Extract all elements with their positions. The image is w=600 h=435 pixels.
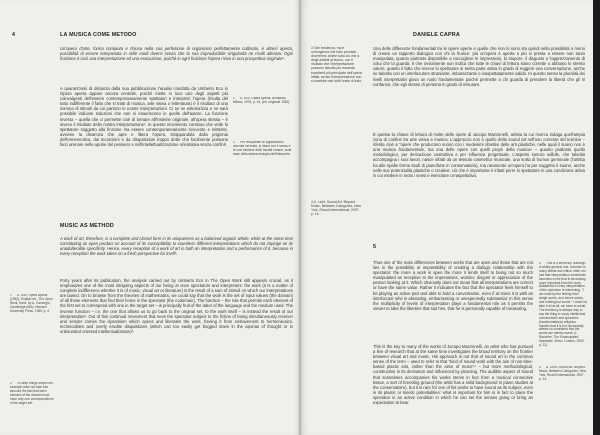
footnote-italian-2: [233, 141, 293, 189]
paragraph-english-1: [60, 278, 293, 422]
footnote-english-2: [10, 382, 56, 406]
paragraph-italian-2-text: Una delle differenze fondamentali tra le opere aperte e quelle che non lo sono sta quindi nella possibilità o meno di creare un rapporto dialogico con chi la fruisce: più un'opera è aperta e più si presta a essere non tanto manipolata, quanto piuttosto disponibile a raccogliere le impressioni, lo stupore, il disgusto o l'apprezzamento di colui che la guarda. Il che ovviamente non indica che tutte le chiavi di lettura siano corrette o abbiano lo stesso valore, quanto il fatto che invece lo spettatore si senta parte attiva in grado di reggere una conversazione, anche se talvolta con un interlocutore straniante, imbarazzante o inaspettatamente valido. In questo senso la pluralità dei livelli interpretativi giova un ruolo fondamentale poiché permette a chi guarda di prendere la libertà che gli si confanno, che egli stesso di persona in grado di misurare.: [373, 46, 585, 87]
footnote-number: 1: [10, 294, 12, 297]
footnote-number: 3: [539, 262, 541, 265]
paragraph-english-1-text: Forty years after its publication, the analysis carried out by Umberto Eco in The Open Work still appears crucial, as it emphasizes one of the most intriguing aspects of our being at once spectators and interpreters: the work (it is a matter of complete indifference whether it is of music, visual art or literature) is the result of a sum of stimuli on which our interpretations are based. On to browse from the theories of mathematics, we could say that the work is the set of input values (the domain) of all those elements that find their home in the spectator (the codomain). The function – the rule that permits each element of the first set to correspond with one in the target set – is principally fruit of the labor of the language and the medium used. The inverse function – i.e. the one that allows us to go back to the original set, to the work itself – is instead the result of our interpretation². Out of this continual movement that sees the spectator subject to the fiction of being simultaneously receiver and sender comes the dynamism which opens and liberates the work, freeing it from enslavement to hermeneutics, technicalities and overly erudite disquisitions (which can too easily get bogged down in the aporias of thought or in unbounded oriented intellectualization)³.: [60, 278, 293, 334]
paragraph-english-3: [373, 344, 533, 428]
footnote-text: To keep things simple the example does not take into account the fact that each element of the domain must have only one correspondence in the target set.: [10, 382, 54, 405]
footnote-english-4: [539, 366, 587, 386]
page-number-left: 4: [12, 32, 16, 38]
footnote-text: U. Eco, Opera Aperta (1962). English ed., The Open Work, trans. by A. Cancogni, Cambridge (MA): Harvard University Press, 1989, p. 4.: [10, 294, 53, 313]
footnote-text: U. Eco, Opera Aperta, Bompiani, Milano, 1976, p. 34, (ed. originale 1962).: [233, 97, 291, 104]
paragraph-italian-1-text: A quarant'anni di distanza dalla sua pubblicazione l'analisi condotta da Umberto Eco in Opera aperta appare ancora centrale, poiché mette in luce uno degli aspetti più coinvolgenti dell'essere contemporaneamente spettatori e interpreti: l'opera (risulta del tutto indifferente il fatto che si tratti di musica, arte visiva o letteratura) è il risultato di una somma di stimoli da cui partono le nostre interpretazioni. Ci se ne esteriorizza e ne sarà possibile indicare soluzioni che non si esauriscono in quelle dell'autore. La funzione inversa – quella che ci permette cioè di tornare all'insieme originale, all'opera stessa – è invece il risultato della nostra interpretazione². In questo movimento continuo che vede lo spettatore soggetto alla finzione ma essere contemporaneamente ricevente e mittente, avviene la dinamica che apre e libera l'opera, strappandola dalla prigionia dell'ermeneutica, dai tecnicismi e da disquisizioni troppo dotte che facilmente possono farci arenare nelle aporie del pensiero e nell'intellettualizzazione orientativa senza confini³.: [60, 86, 228, 148]
paragraph-english-3-text: This is the key to many of the works of Jacopo Mazzonelli, an artist who has pursued a line of research that at the same time investigates the broad territory on the frontier between visual art and music. His approach is not that of sound art in the common sense of the term – used to refer to that "kind of sound work with the aim of non-time-based plastic arts, rather than the aims of music"⁴ – but more methodological, constructive in its derivation and influenced by planning. The audible aspect of sound that sometimes accompanies his works stems in fact from a musical connective tissue, a sort of breeding ground (the artist has a solid background in piano studies at the conservatoire), but it is rare for one of his works to have sound as its subject, even in its plastic or kinetic potentialities: what is important for him is in fact to place the spectator in an active condition in which he can set the senses going or bring an expectation to bear.: [373, 344, 533, 406]
footnote-text: Tale tendenza, ma è un'esigenza che tutto pervade, dovremmo anche tutto ciò che a degli addetti al lavoro, con il risultato che l'interpretazione possono talvolta pur essendo eccellenti più principale dell'opera: infatti, senza l'interpretazione non si sarebbe mai tutto l'esito di tutto.: [311, 46, 363, 83]
epigraph-italian: [60, 46, 293, 69]
footnote-number: 2: [10, 382, 12, 385]
right-page: [301, 0, 593, 435]
footnote-text: A. Licht, Sound Art. Beyond Music, Between Categories, New York, Rizzoli International, 2007, p. 14.: [311, 200, 361, 216]
footnote-number: 1: [233, 97, 235, 100]
footnote-italian-1: [233, 97, 293, 131]
footnote-english-1: [10, 294, 56, 322]
footnote-text: Per recuperare le significazioni ricevute nel testo, si ritorni con il senso e le voci decisive delle facoltà umane, sulla base della stessa sinergia dell'interprete.: [233, 141, 292, 156]
page-number-right: 5: [373, 244, 377, 250]
running-head-author: DANIELE CAPRA: [413, 32, 460, 38]
footnote-italian-4: [311, 200, 363, 216]
book-cover-edge: [593, 0, 600, 435]
footnote-number: 4: [311, 200, 313, 204]
paragraph-english-2-text: Thus one of the main differences between works that are open and those that are not lies in the possibility or impossibility of creating a dialogic relationship with the spectator: the more a work is open the more it lends itself to being not so much manipulated as receptive to the impressions, wonder, disgust or appreciation of the person looking at it. Which obviously does not mean that all interpretations are correct or have the same value. Rather it indicates the fact that the spectator feels himself to be playing an active part and able to hold a conversation, even if at times it is with an interlocutor who is alienating, embarrassing or unexpectedly substantial. In this sense the multiplicity of levels of interpretation plays a fundamental role as it permits the viewer to take the liberties that suit him, that he is personally capable of measuring.: [373, 260, 533, 311]
footnote-number: 3: [311, 46, 313, 50]
paragraph-italian-3: [373, 132, 585, 216]
paragraph-english-2: [373, 260, 533, 340]
epigraph-english: [60, 236, 293, 269]
footnote-text: This is a tendency, although a wholly general one, common to many artists and critics: often not just that interpretation sometimes assumes a role that is secondary, more important than the work. Baldaterco's every interpretation of the operation is interesting. "I am ruled by the feeling that I weigh words, and hence words, and nothing but words." I shall not take it all at all, we have to admit. The tendency is always only to say the thing in many intellectual constructions and speeches (transformations) religious mystics that it is not necessarily seems so consistent that the words are merely words (J. Rancière, The Emancipated Spectator, Verso, London, 2009, p. 22).: [539, 262, 587, 348]
paragraph-italian-3-text: È questa la chiave di lettura di molte delle opere di Jacopo Mazzonelli, artista la cui ricerca indaga quell'ampia zona di confine tra arte visiva e musica. L'approccio non è quello della sound art nell'uso corrente del termine – riferita cioè a "opere che producono suono con i medesimi obiettivi delle arti plastiche, nelle quali il suono non è una musica fondamentale, ma una delle opere con quelli propri della musica⁴ – quanto piuttosto quello metodologico, per derivazione costruttiva e per influenza progettuale. L'aspetto sonoro udibile, che talvolta accompagna i suoi lavori, nasce infatti da un tessuto cosmetico musicale, una sorta di humus germinale (l'artista ha alle spalle forme studi di pianoforte in conservatorio), ma raramente un'opera ha per soggetto il suono, anche nelle sue potenzialità plastiche o creative: ciò che è importante è infatti porre lo spettatore in una condizione attiva in cui mettere in moto i sensi e esercitare un'aspettativa.: [373, 132, 585, 178]
footnote-italian-3: [311, 46, 363, 196]
paragraph-italian-2: [373, 46, 585, 130]
running-head-english: MUSIC AS METHOD: [60, 223, 115, 229]
paragraph-italian-1: [60, 86, 228, 206]
footnote-english-3: [539, 262, 587, 362]
running-head-italian: LA MUSICA COME METODO: [60, 32, 137, 38]
footnote-number: 2: [233, 141, 235, 144]
footnote-text: A. Licht, Sound Art. Beyond Music, Between Categories, New York, Rizzoli International, 2007, p. 14.: [539, 366, 586, 381]
epigraph-english-text: A work of art, therefore, is a complete and closed form in its uniqueness as a balanced organic whole, while at the same time constituting an open product on account of its susceptibility to countless different interpretations which do not impinge on its unadulterable specificity. Hence, every reception of a work of art is both an interpretation and a performance of it, because in every reception the work takes on a fresh perspective for itself¹.: [60, 236, 293, 257]
epigraph-italian-text: Un'opera d'arte, forma compiuta e chiusa nella sua perfezione di organismo perfettamente calibrato, è altresì aperta, possibilità di essere interpretata in mille modi diversi senza che la sua irriproducibile singolarità ne risulti alterata. Ogni fruizione è così una interpretazione ed una esecuzione, poiché in ogni fruizione l'opera rivive in una prospettiva originale¹.: [60, 46, 293, 62]
footnote-number: 4: [539, 366, 541, 369]
